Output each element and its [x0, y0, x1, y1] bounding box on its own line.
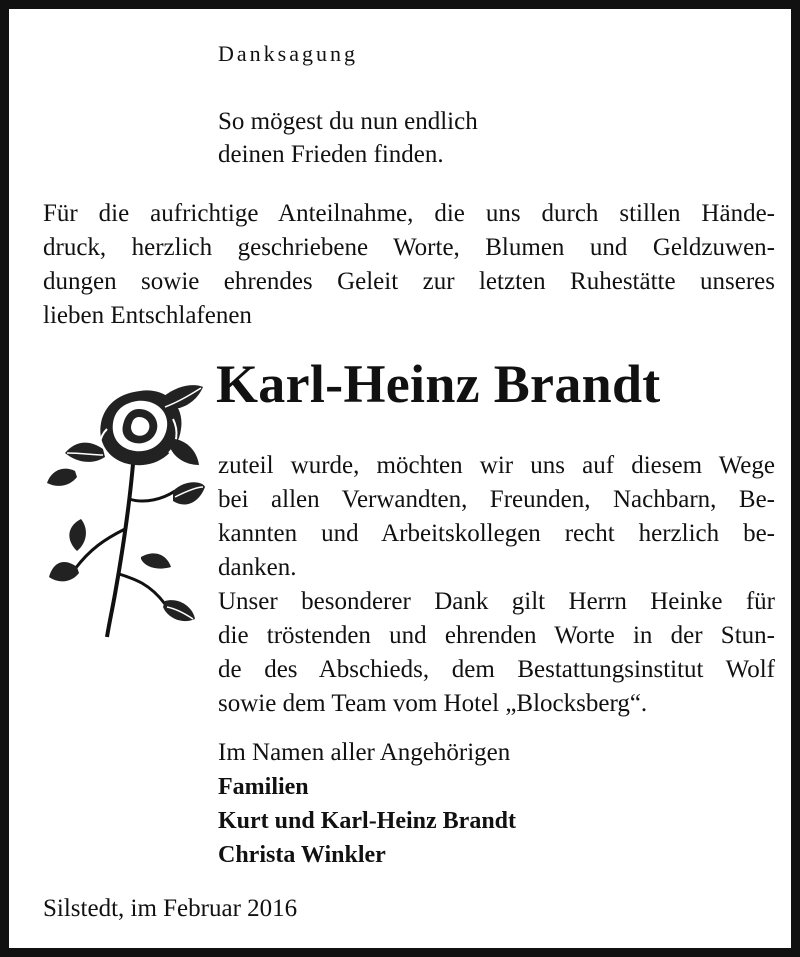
body-line: zuteil wurde, möchten wir uns auf diesem Wege	[218, 452, 775, 479]
intro-line: druck, herzlich geschriebene Worte, Blumen und Geldzuwen-	[43, 234, 775, 261]
verse-line: deinen Frieden finden.	[218, 141, 444, 168]
deceased-name: Karl-Heinz Brandt	[216, 354, 661, 414]
intro-line: lieben Entschlafenen	[43, 302, 252, 329]
intro-line: dungen sowie ehrendes Geleit zur letzten Ruhestätte unseres	[43, 268, 775, 295]
place-date: Silstedt, im Februar 2016	[43, 895, 298, 922]
intro-line: Für die aufrichtige Anteilnahme, die uns durch stillen Hände-	[43, 200, 775, 227]
rose-icon	[45, 379, 205, 639]
intro-paragraph	[43, 197, 775, 333]
heading: Danksagung	[218, 41, 358, 66]
body-paragraph	[218, 449, 775, 721]
body-line: Unser besonderer Dank gilt Herrn Heinke für	[218, 588, 775, 615]
body-line: de des Abschieds, dem Bestattungsinstitut Wolf	[218, 656, 775, 683]
family-name: Christa Winkler	[218, 842, 386, 868]
verse-line: So mögest du nun endlich	[218, 108, 478, 135]
body-line: die tröstenden und ehrenden Worte in der Stun-	[218, 622, 775, 649]
family-name: Kurt und Karl-Heinz Brandt	[218, 808, 517, 834]
body-line: sowie dem Team vom Hotel „Blocksberg“.	[218, 690, 648, 717]
body-line: bei allen Verwandten, Freunden, Nachbarn, Be-	[218, 486, 775, 513]
body-line: danken.	[218, 554, 297, 581]
verse	[218, 105, 478, 171]
closing-block	[218, 736, 516, 872]
body-line: kannten und Arbeitskollegen recht herzlich be-	[218, 520, 775, 547]
family-name: Familien	[218, 774, 309, 800]
closing-line: Im Namen aller Angehörigen	[218, 739, 511, 766]
